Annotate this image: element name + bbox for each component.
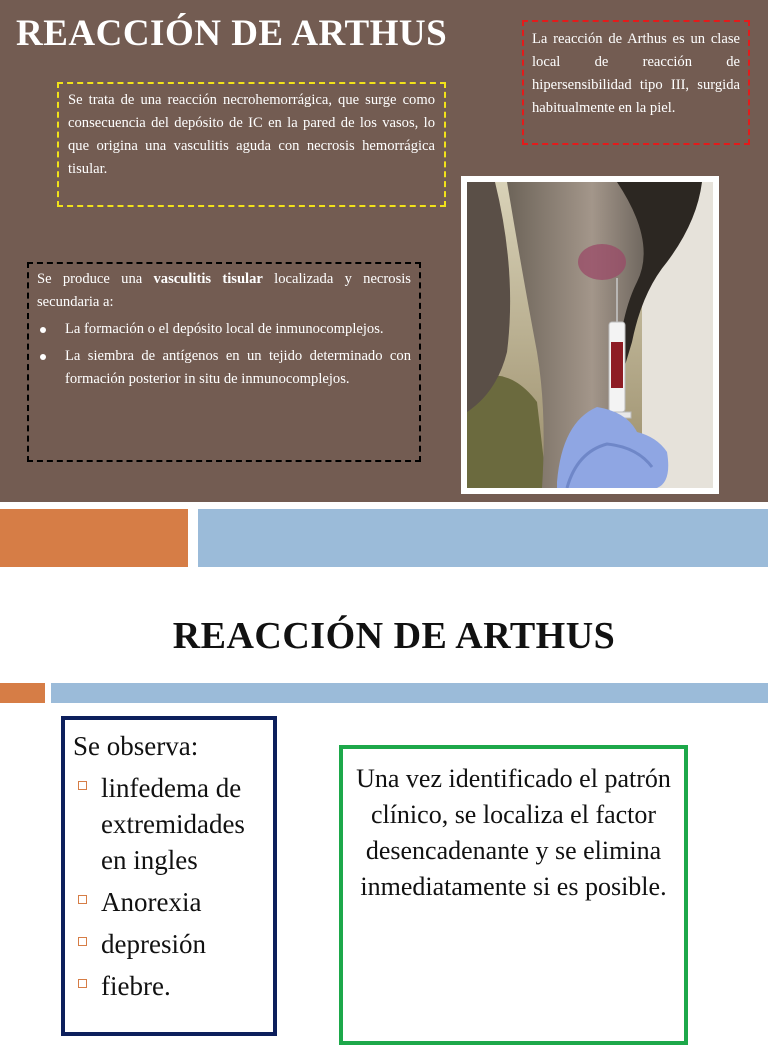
mechanism-bullet: La siembra de antígenos en un tejido determinado con formación posterior in situ de inmunocomplejos. (37, 345, 411, 391)
mechanism-intro-end: localizada y necrosis secundaria a: (37, 271, 411, 310)
divider-orange-bar (0, 509, 188, 567)
description-text: Se trata de una reacción necrohemorrágica, que surge como consecuencia del depósito de IC en la pared de los vasos, lo que origina una vasculitis aguda con necrosis hemorrágica tisular. (68, 92, 435, 177)
treatment-text: Una vez identificado el patrón clínico, se localiza el factor desencadenante y se elimina inmediatamente si es posible. (356, 764, 671, 901)
slide-2-title: REACCIÓN DE ARTHUS (172, 615, 616, 657)
symptom-text: fiebre. (101, 971, 171, 1001)
symptom-item (73, 884, 267, 920)
treatment-box (339, 745, 688, 1045)
slide-1 (0, 0, 768, 502)
symptom-text: depresión (101, 929, 206, 959)
clinical-photo (461, 176, 719, 494)
symptoms-heading: Se observa: (73, 731, 199, 761)
square-bullet-icon (78, 895, 87, 904)
definition-text: La reacción de Arthus es un clase local de reacción de hipersensibilidad tipo III, surgida habitualmente en la piel. (532, 31, 740, 116)
mechanism-intro (37, 268, 411, 314)
symptoms-list (73, 770, 267, 1004)
symptom-item (73, 968, 267, 1004)
divider-blue-bar (198, 509, 768, 567)
clinical-photo-syringe-icon (467, 182, 713, 488)
description-box (57, 82, 446, 207)
square-bullet-icon (78, 781, 87, 790)
square-bullet-icon (78, 937, 87, 946)
definition-box (522, 20, 750, 145)
title-underline-orange (0, 683, 45, 703)
mechanism-intro-start: Se produce una (37, 271, 154, 287)
mechanism-bullet: La formación o el depósito local de inmunocomplejos. (37, 318, 411, 341)
mechanism-box (27, 262, 421, 462)
mechanism-list (37, 318, 411, 391)
symptom-item (73, 926, 267, 962)
symptom-item (73, 770, 267, 878)
symptom-text: Anorexia (101, 887, 202, 917)
mechanism-intro-bold: vasculitis tisular (153, 271, 263, 287)
square-bullet-icon (78, 979, 87, 988)
title-underline-blue (51, 683, 768, 703)
symptom-text: linfedema de extremidades en ingles (101, 773, 245, 875)
symptoms-box (61, 716, 277, 1036)
slide-1-title: REACCIÓN DE ARTHUS (16, 13, 448, 54)
